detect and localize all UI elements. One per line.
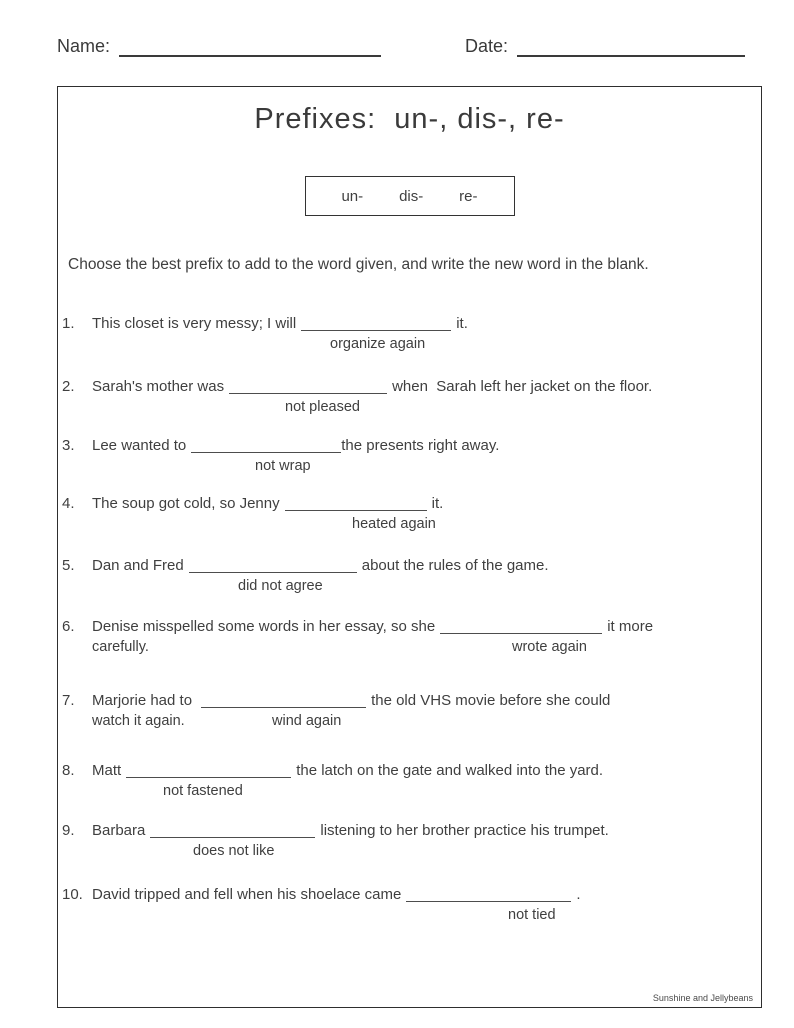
answer-hint: does not like — [193, 843, 275, 859]
item-sentence: Dan and Fred about the rules of the game. — [92, 557, 549, 574]
answer-blank — [229, 381, 387, 394]
answer-blank — [406, 889, 571, 902]
date-underline — [517, 38, 745, 57]
item-number: 9. — [62, 822, 75, 839]
page-title: Prefixes: un-, dis-, re- — [254, 103, 565, 135]
name-underline — [119, 38, 381, 57]
worksheet-item — [62, 821, 757, 861]
answer-blank — [191, 440, 341, 453]
name-date-row — [57, 36, 745, 57]
item-sentence: Denise misspelled some words in her essay, so she it more — [92, 618, 654, 635]
answer-blank — [285, 498, 427, 511]
item-sentence: This closet is very messy; I will it. — [92, 315, 468, 332]
answer-hint: organize again — [330, 336, 426, 352]
name-label: Name: — [57, 36, 111, 56]
item-number: 6. — [62, 618, 75, 635]
item-number: 8. — [62, 762, 75, 779]
item-number: 5. — [62, 557, 75, 574]
item-sentence: Marjorie had to the old VHS movie before she could — [92, 692, 611, 709]
answer-blank — [126, 765, 291, 778]
answer-hint: did not agree — [238, 578, 323, 594]
worksheet-item — [62, 885, 757, 925]
item-number: 10. — [62, 886, 83, 903]
question-list — [62, 314, 757, 925]
worksheet-item — [62, 691, 757, 731]
item-sentence: Barbara listening to her brother practice his trumpet. — [92, 822, 609, 839]
answer-blank — [440, 621, 602, 634]
worksheet-item — [62, 494, 757, 534]
answer-hint: not tied — [508, 907, 556, 923]
answer-hint: not wrap — [255, 458, 311, 474]
answer-blank — [201, 695, 366, 708]
sentence-continuation: carefully. — [92, 639, 149, 655]
footer-credit: Sunshine and Jellybeans — [652, 993, 753, 1003]
worksheet-item — [62, 377, 757, 417]
item-number: 1. — [62, 315, 75, 332]
instruction-text: Choose the best prefix to add to the word given, and write the new word in the blank. — [68, 256, 649, 273]
worksheet-item — [62, 617, 757, 657]
prefix-dis: dis- — [399, 187, 424, 205]
worksheet-item — [62, 556, 757, 596]
item-number: 2. — [62, 378, 75, 395]
answer-hint: wind again — [272, 713, 342, 729]
sentence-continuation: watch it again. — [92, 713, 185, 729]
item-number: 4. — [62, 495, 75, 512]
answer-hint: wrote again — [512, 639, 587, 655]
answer-blank — [189, 560, 357, 573]
item-sentence: The soup got cold, so Jenny it. — [92, 495, 444, 512]
worksheet-item — [62, 436, 757, 476]
prefix-re: re- — [459, 187, 478, 205]
worksheet-border — [57, 86, 762, 1008]
item-sentence: David tripped and fell when his shoelace came . — [92, 886, 581, 903]
worksheet-item — [62, 761, 757, 801]
item-sentence: Lee wanted to the presents right away. — [92, 437, 500, 454]
answer-hint: not fastened — [163, 783, 243, 799]
item-number: 3. — [62, 437, 75, 454]
answer-blank — [150, 825, 315, 838]
prefix-un: un- — [341, 187, 364, 205]
prefix-word-bank — [305, 176, 515, 216]
worksheet-item — [62, 314, 757, 354]
answer-hint: not pleased — [285, 399, 360, 415]
item-sentence: Matt the latch on the gate and walked into the yard. — [92, 762, 604, 779]
answer-hint: heated again — [352, 516, 436, 532]
item-number: 7. — [62, 692, 75, 709]
item-sentence: Sarah's mother was when Sarah left her jacket on the floor. — [92, 378, 653, 395]
answer-blank — [301, 318, 451, 331]
date-label: Date: — [464, 36, 508, 56]
